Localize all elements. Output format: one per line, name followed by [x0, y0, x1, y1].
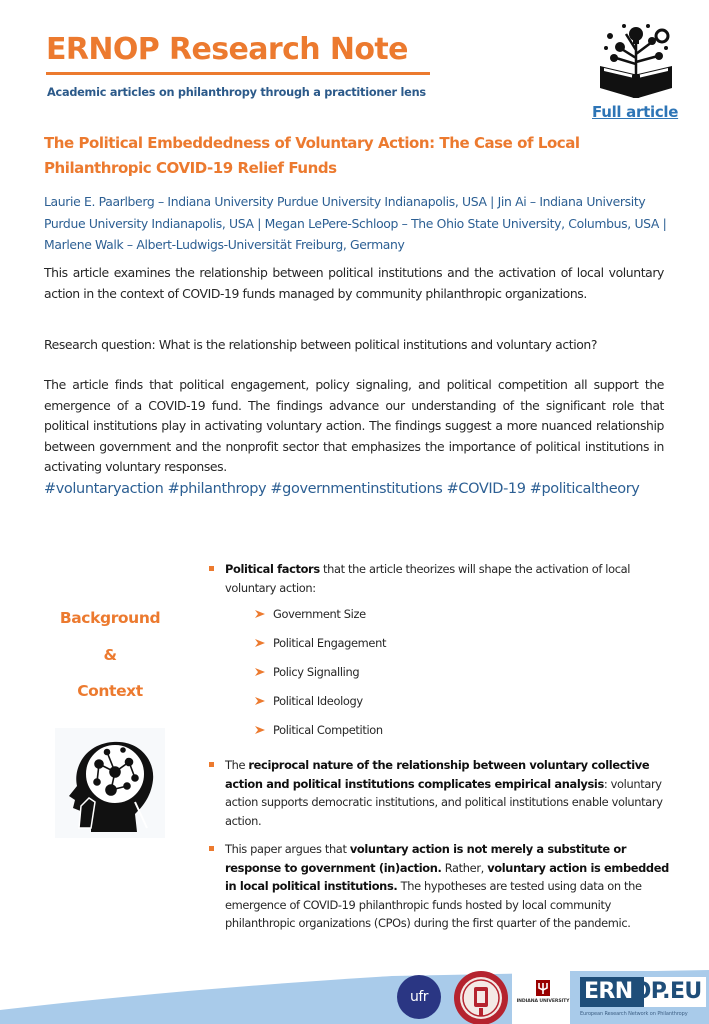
- book-tree-icon: [590, 12, 682, 100]
- list-item-label: Policy Signalling: [273, 665, 360, 679]
- arrow-right-icon: [255, 667, 265, 677]
- bullet-text: The hypotheses are tested using data on the emergence of COVID-19 philanthropic funds hosted by local community philanthropic organizations (CPOs) during the first quarter of the pandemic.: [225, 879, 642, 930]
- bullet-bold-text: Political factors: [225, 562, 320, 576]
- ernop-logo: [570, 971, 709, 1024]
- page-subtitle: Academic articles on philanthropy through a practitioner lens: [47, 86, 426, 99]
- full-article-link[interactable]: Full article: [592, 103, 679, 121]
- list-item-label: Political Engagement: [273, 636, 387, 650]
- article-summary: This article examines the relationship between political institutions and the activation of local voluntary action in the context of COVID-19 funds managed by community philanthropic organizations.: [44, 265, 664, 301]
- political-factors-list: [255, 605, 678, 750]
- bullet-text: The: [225, 758, 249, 772]
- list-item: [255, 605, 678, 634]
- ernop-logo-text-dark: OP.EU: [632, 979, 702, 1004]
- article-authors: Laurie E. Paarlberg – Indiana University Purdue University Indianapolis, USA | Jin Ai – Indiana University Purdue University Indianapolis, USA | Megan LePere-Schloop – The Ohio State University, Columbus, USA | Marlene Walk – Albert-Ludwigs-Universität Freiburg, Germany: [44, 194, 667, 252]
- ernop-logo-text: [584, 979, 702, 1005]
- ernop-logo-text-white: ERN: [584, 979, 633, 1004]
- trident-icon: [536, 980, 550, 996]
- university-seal-logo: [453, 970, 509, 1024]
- indiana-university-logo: [512, 970, 574, 1024]
- list-item-label: Political Ideology: [273, 694, 363, 708]
- bullet-text: that the article theorizes will shape the activation of local voluntary action:: [225, 562, 631, 595]
- page-title: ERNOP Research Note: [46, 32, 408, 67]
- hashtags: #voluntaryaction #philanthropy #governmentinstitutions #COVID-19 #politicaltheory: [44, 481, 640, 497]
- iu-logo-text: INDIANA UNIVERSITY: [516, 999, 570, 1004]
- bullet-bold-text: voluntary action is not merely a substitute or response to government (in)action.: [225, 842, 627, 875]
- bullet-square-icon: [209, 566, 214, 571]
- bullet-square-icon: [209, 762, 214, 767]
- bullet-bold-text: voluntary action is embedded in local political institutions.: [225, 860, 669, 893]
- bullet-text: : voluntary action supports democratic institutions, and political institutions enable voluntary action.: [225, 776, 663, 828]
- background-heading: Background: [59, 609, 161, 627]
- arrow-right-icon: [255, 725, 265, 735]
- list-item: [255, 721, 678, 750]
- bullet-reciprocal-nature: [208, 756, 678, 830]
- arrow-right-icon: [255, 609, 265, 619]
- bullet-square-icon: [209, 846, 214, 851]
- ufr-logo: ufr: [397, 975, 441, 1019]
- arrow-right-icon: [255, 638, 265, 648]
- bullet-paper-argument: [208, 840, 678, 933]
- bullet-bold-text: reciprocal nature of the relationship between voluntary collective action and political institutions complicates empirical analysis: [225, 758, 650, 791]
- article-findings: The article finds that political engagement, policy signaling, and political competition all support the emergence of a COVID-19 fund. The findings advance our understanding of the significant role that political institutions play in activating voluntary action. The findings suggest a more nuanced relationship between government and the nonprofit sector that emphasizes the importance of political institutions in activating voluntary responses.: [44, 377, 664, 474]
- list-item: [255, 634, 678, 663]
- bullet-political-factors: [208, 560, 678, 597]
- list-item: [255, 692, 678, 721]
- background-heading-ampersand: &: [103, 646, 117, 664]
- context-heading: Context: [77, 682, 143, 700]
- list-item: [255, 663, 678, 692]
- list-item-label: Government Size: [273, 607, 366, 621]
- partner-logos: [0, 965, 709, 1024]
- ernop-logo-mark: [580, 977, 706, 1007]
- title-underline: [46, 72, 430, 75]
- arrow-right-icon: [255, 696, 265, 706]
- research-question: Research question: What is the relationship between political institutions and voluntary action?: [44, 337, 598, 352]
- bullet-text: This paper argues that: [225, 842, 350, 856]
- ernop-logo-caption: European Research Network on Philanthropy: [580, 1011, 688, 1017]
- bullet-text: Rather,: [441, 860, 488, 875]
- background-bullet-list: [208, 560, 678, 933]
- list-item-label: Political Competition: [273, 723, 383, 737]
- article-title: The Political Embeddedness of Voluntary Action: The Case of Local Philanthropic COVID-19 Relief Funds: [44, 134, 580, 177]
- head-network-icon: [55, 728, 165, 838]
